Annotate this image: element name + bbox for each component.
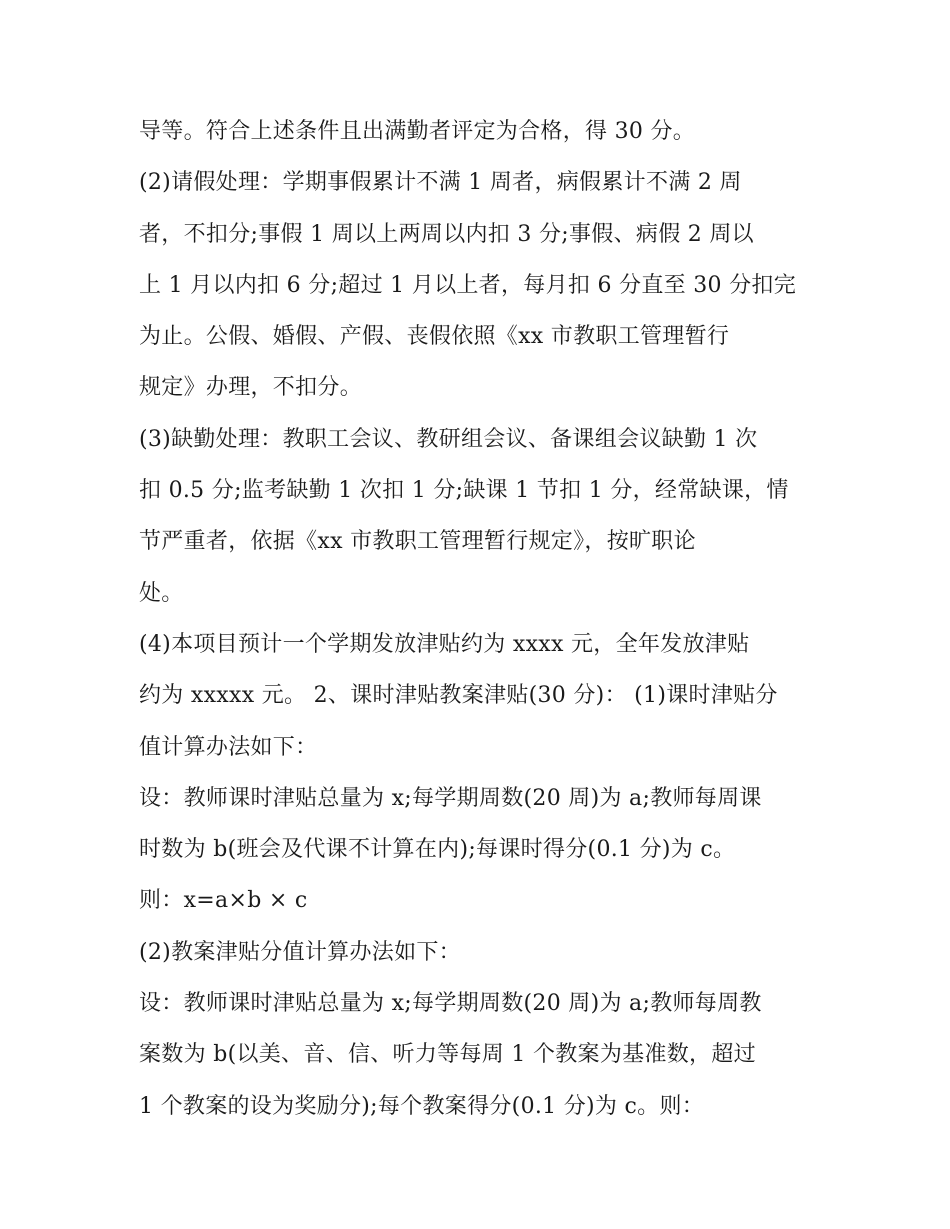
text-line: 处。 xyxy=(139,580,184,606)
text-line: 导等。符合上述条件且出满勤者评定为合格，得 30 分。 xyxy=(139,119,696,144)
text-line: 节严重者，依据《xx 市教职工管理暂行规定》，按旷职论 xyxy=(139,529,696,555)
text-line: 时数为 b(班会及代课不计算在内);每课时得分(0.1 分)为 c。 xyxy=(139,837,736,863)
text-line: 则：x=a×b × c xyxy=(139,888,308,914)
text-line: 值计算办法如下： xyxy=(139,734,318,760)
text-line: 设：教师课时津贴总量为 x;每学期周数(20 周)为 a;教师每周教 xyxy=(139,991,762,1017)
text-line: 为止。公假、婚假、产假、丧假依照《xx 市教职工管理暂行 xyxy=(139,324,730,350)
text-line: (2)请假处理：学期事假累计不满 1 周者，病假累计不满 2 周 xyxy=(139,170,742,196)
text-line: 上 1 月以内扣 6 分;超过 1 月以上者，每月扣 6 分直至 30 分扣完 xyxy=(139,272,797,298)
text-line: 约为 xxxxx 元。 2、课时津贴教案津贴(30 分)： (1)课时津贴分 xyxy=(139,683,778,709)
text-line: 扣 0.5 分;监考缺勤 1 次扣 1 分;缺课 1 节扣 1 分，经常缺课，情 xyxy=(139,478,789,504)
text-line: 案数为 b(以美、音、信、听力等每周 1 个教案为基准数，超过 xyxy=(139,1042,756,1068)
text-line: 者，不扣分;事假 1 周以上两周以内扣 3 分;事假、病假 2 周以 xyxy=(139,221,754,247)
text-line: 规定》办理，不扣分。 xyxy=(139,375,363,401)
text-line: (2)教案津贴分值计算办法如下： xyxy=(139,939,461,965)
text-line: 设：教师课时津贴总量为 x;每学期周数(20 周)为 a;教师每周课 xyxy=(139,785,762,811)
text-line: 1 个教案的设为奖励分);每个教案得分(0.1 分)为 c。则： xyxy=(139,1093,705,1119)
text-line: (3)缺勤处理：教职工会议、教研组会议、备课组会议缺勤 1 次 xyxy=(139,426,758,452)
document-body xyxy=(139,106,819,1132)
text-line: (4)本项目预计一个学期发放津贴约为 xxxx 元，全年发放津贴 xyxy=(139,631,750,657)
